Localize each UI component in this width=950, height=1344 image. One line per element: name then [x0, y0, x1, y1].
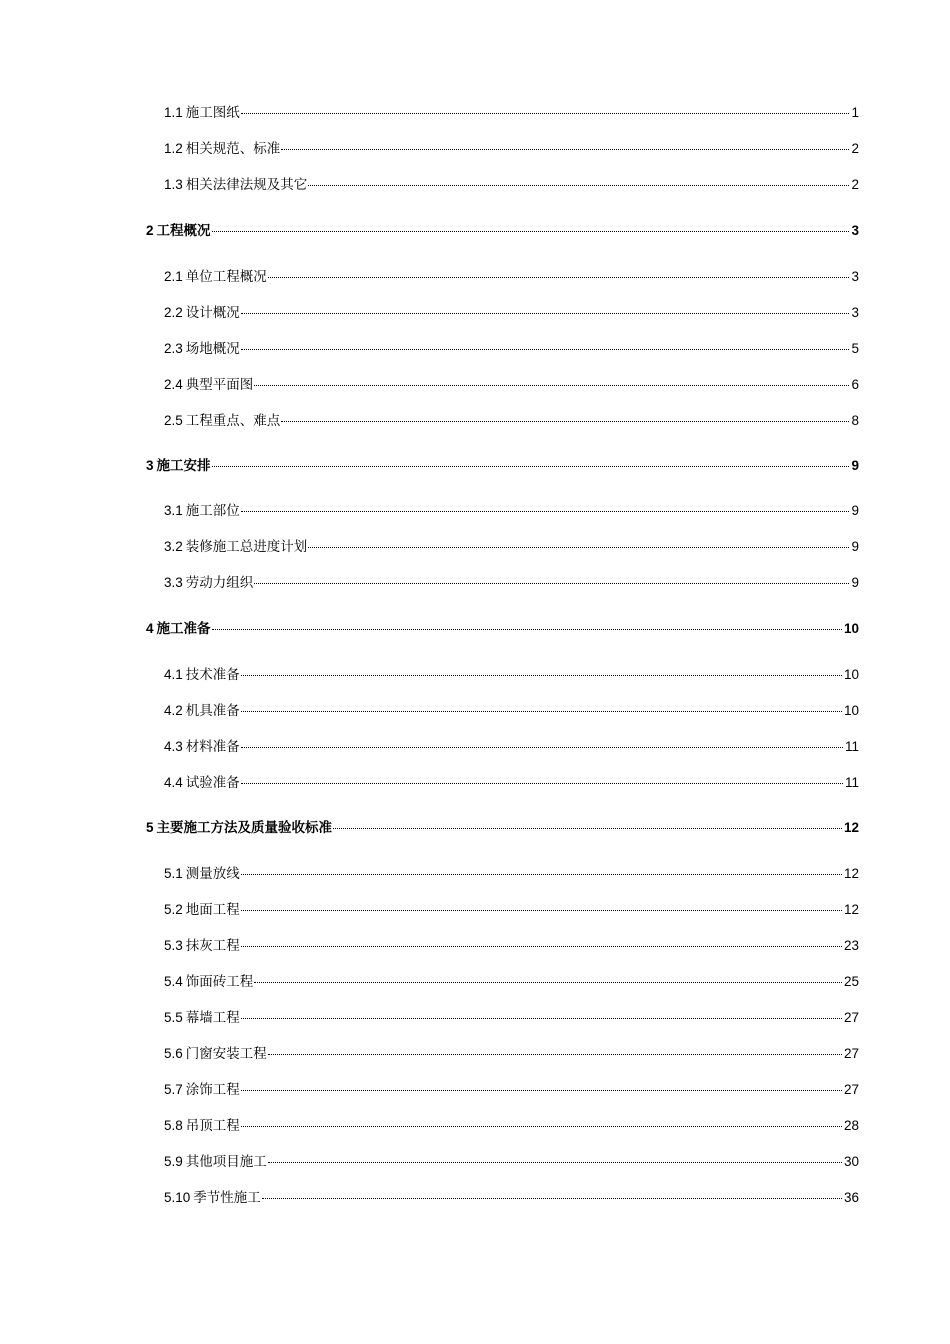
toc-entry-title: 技术准备	[185, 667, 240, 682]
toc-entry-title: 地面工程	[185, 902, 240, 917]
toc-entry-number: 1.3	[164, 177, 183, 192]
toc-dot-leader	[241, 1018, 842, 1019]
toc-entry-number: 1.2	[164, 141, 183, 156]
toc-entry-number: 3	[146, 458, 154, 473]
toc-entry-number: 2	[146, 223, 154, 238]
toc-entry-title: 主要施工方法及质量验收标准	[156, 820, 333, 835]
toc-page-number: 12	[843, 866, 859, 881]
toc-section-entry[interactable]	[164, 863, 859, 885]
toc-entry-title: 机具准备	[185, 703, 240, 718]
toc-entry-title: 装修施工总进度计划	[185, 539, 308, 554]
toc-entry-number: 5.6	[164, 1046, 183, 1061]
toc-entry-number: 1.1	[164, 105, 183, 120]
toc-entry-title: 幕墙工程	[185, 1010, 240, 1025]
toc-entry-title: 吊顶工程	[185, 1118, 240, 1133]
toc-page-number: 30	[843, 1154, 859, 1169]
toc-dot-leader	[241, 946, 842, 947]
toc-dot-leader	[241, 511, 850, 512]
toc-entry-number: 4.3	[164, 739, 183, 754]
toc-dot-leader	[241, 349, 850, 350]
toc-page-number: 11	[844, 739, 859, 754]
toc-dot-leader	[241, 747, 843, 748]
toc-section-entry[interactable]	[164, 102, 859, 124]
toc-section-entry[interactable]	[164, 1187, 859, 1209]
toc-entry-number: 2.1	[164, 269, 183, 284]
toc-entry-number: 2.5	[164, 413, 183, 428]
toc-dot-leader	[268, 1054, 842, 1055]
toc-dot-leader	[241, 313, 850, 314]
toc-entry-number: 4.2	[164, 703, 183, 718]
toc-section-entry[interactable]	[164, 302, 859, 324]
toc-entry-title: 其他项目施工	[185, 1154, 267, 1169]
toc-section-entry[interactable]	[164, 736, 859, 758]
toc-page-number: 6	[851, 377, 859, 392]
toc-dot-leader	[262, 1198, 842, 1199]
toc-entry-number: 5.9	[164, 1154, 183, 1169]
toc-dot-leader	[212, 629, 842, 630]
toc-entry-title: 施工图纸	[185, 105, 240, 120]
toc-page-number: 12	[843, 902, 859, 917]
toc-entry-title: 抹灰工程	[185, 938, 240, 953]
toc-entry-title: 涂饰工程	[185, 1082, 240, 1097]
toc-section-entry[interactable]	[164, 500, 859, 522]
toc-dot-leader	[212, 231, 850, 232]
toc-entry-title: 相关规范、标准	[185, 141, 281, 156]
toc-dot-leader	[241, 113, 850, 114]
toc-page-number: 28	[843, 1118, 859, 1133]
toc-dot-leader	[281, 421, 849, 422]
toc-dot-leader	[241, 711, 842, 712]
toc-entry-title: 设计概况	[185, 305, 240, 320]
toc-section-entry[interactable]	[164, 1151, 859, 1173]
toc-page-number: 27	[843, 1046, 859, 1061]
toc-section-entry[interactable]	[164, 971, 859, 993]
toc-page-number: 23	[843, 938, 859, 953]
toc-dot-leader	[308, 547, 849, 548]
toc-page-number: 1	[851, 105, 859, 120]
toc-entry-number: 3.1	[164, 503, 183, 518]
toc-page-number: 2	[851, 177, 859, 192]
toc-page-number: 36	[843, 1190, 859, 1205]
toc-section-entry[interactable]	[164, 572, 859, 594]
toc-entry-number: 5	[146, 820, 154, 835]
toc-entry-title: 施工准备	[156, 621, 211, 636]
toc-entry-title: 工程重点、难点	[185, 413, 281, 428]
toc-entry-title: 单位工程概况	[185, 269, 267, 284]
toc-page-number: 8	[851, 413, 859, 428]
toc-entry-title: 测量放线	[185, 866, 240, 881]
toc-dot-leader	[281, 149, 849, 150]
toc-dot-leader	[254, 982, 842, 983]
toc-chapter-entry[interactable]	[146, 817, 859, 839]
toc-entry-title: 劳动力组织	[185, 575, 254, 590]
toc-page-number: 10	[843, 667, 859, 682]
toc-entry-number: 4	[146, 621, 154, 636]
toc-section-entry[interactable]	[164, 338, 859, 360]
toc-dot-leader	[241, 910, 842, 911]
toc-entry-title: 典型平面图	[185, 377, 254, 392]
toc-dot-leader	[254, 583, 849, 584]
toc-entry-number: 5.1	[164, 866, 183, 881]
toc-page-number: 25	[843, 974, 859, 989]
toc-page-number: 12	[843, 820, 859, 835]
toc-dot-leader	[268, 277, 850, 278]
toc-entry-title: 材料准备	[185, 739, 240, 754]
toc-page-number: 3	[851, 269, 859, 284]
toc-page-number: 3	[851, 223, 859, 238]
toc-section-entry[interactable]	[164, 935, 859, 957]
toc-page-number: 10	[843, 621, 859, 636]
toc-entry-number: 4.1	[164, 667, 183, 682]
toc-dot-leader	[333, 828, 842, 829]
toc-section-entry[interactable]	[164, 1079, 859, 1101]
toc-entry-number: 5.10	[164, 1190, 191, 1205]
toc-entry-number: 5.8	[164, 1118, 183, 1133]
toc-entry-number: 2.4	[164, 377, 183, 392]
toc-page-number: 27	[843, 1010, 859, 1025]
toc-entry-title: 施工部位	[185, 503, 240, 518]
toc-page-number: 9	[851, 458, 859, 473]
toc-page-number: 2	[851, 141, 859, 156]
toc-dot-leader	[268, 1162, 842, 1163]
toc-entry-title: 施工安排	[156, 458, 211, 473]
toc-section-entry[interactable]	[164, 536, 859, 558]
toc-section-entry[interactable]	[164, 138, 859, 160]
toc-entry-title: 试验准备	[185, 775, 240, 790]
toc-section-entry[interactable]	[164, 410, 859, 432]
toc-page-number: 10	[843, 703, 859, 718]
toc-dot-leader	[212, 466, 850, 467]
toc-entry-title: 相关法律法规及其它	[185, 177, 308, 192]
toc-entry-number: 5.2	[164, 902, 183, 917]
toc-page-number: 11	[844, 775, 859, 790]
toc-entry-title: 饰面砖工程	[185, 974, 254, 989]
toc-section-entry[interactable]	[164, 174, 859, 196]
toc-entry-title: 工程概况	[156, 223, 211, 238]
toc-entry-number: 5.3	[164, 938, 183, 953]
toc-entry-number: 2.3	[164, 341, 183, 356]
toc-dot-leader	[254, 385, 849, 386]
toc-section-entry[interactable]	[164, 899, 859, 921]
toc-page-number: 9	[851, 539, 859, 554]
toc-entry-number: 4.4	[164, 775, 183, 790]
toc-entry-number: 3.3	[164, 575, 183, 590]
toc-page-number: 3	[851, 305, 859, 320]
toc-section-entry[interactable]	[164, 700, 859, 722]
toc-dot-leader	[241, 1126, 842, 1127]
toc-entry-number: 2.2	[164, 305, 183, 320]
toc-entry-number: 5.7	[164, 1082, 183, 1097]
toc-section-entry[interactable]	[164, 374, 859, 396]
toc-entry-number: 5.5	[164, 1010, 183, 1025]
toc-entry-title: 场地概况	[185, 341, 240, 356]
toc-dot-leader	[308, 185, 849, 186]
toc-chapter-entry[interactable]	[146, 455, 859, 477]
toc-page-number: 27	[843, 1082, 859, 1097]
toc-chapter-entry[interactable]	[146, 220, 859, 242]
toc-entry-title: 季节性施工	[193, 1190, 261, 1205]
toc-dot-leader	[241, 874, 842, 875]
toc-chapter-entry[interactable]	[146, 618, 859, 640]
toc-page-number: 9	[851, 575, 859, 590]
toc-section-entry[interactable]	[164, 266, 859, 288]
toc-section-entry[interactable]	[164, 664, 859, 686]
toc-section-entry[interactable]	[164, 772, 859, 794]
toc-entry-number: 3.2	[164, 539, 183, 554]
toc-dot-leader	[241, 675, 842, 676]
toc-dot-leader	[241, 783, 843, 784]
toc-entry-number: 5.4	[164, 974, 183, 989]
toc-page-number: 5	[851, 341, 859, 356]
toc-entry-title: 门窗安装工程	[185, 1046, 267, 1061]
toc-section-entry[interactable]	[164, 1043, 859, 1065]
toc-section-entry[interactable]	[164, 1007, 859, 1029]
toc-page-number: 9	[851, 503, 859, 518]
toc-dot-leader	[241, 1090, 842, 1091]
toc-section-entry[interactable]	[164, 1115, 859, 1137]
